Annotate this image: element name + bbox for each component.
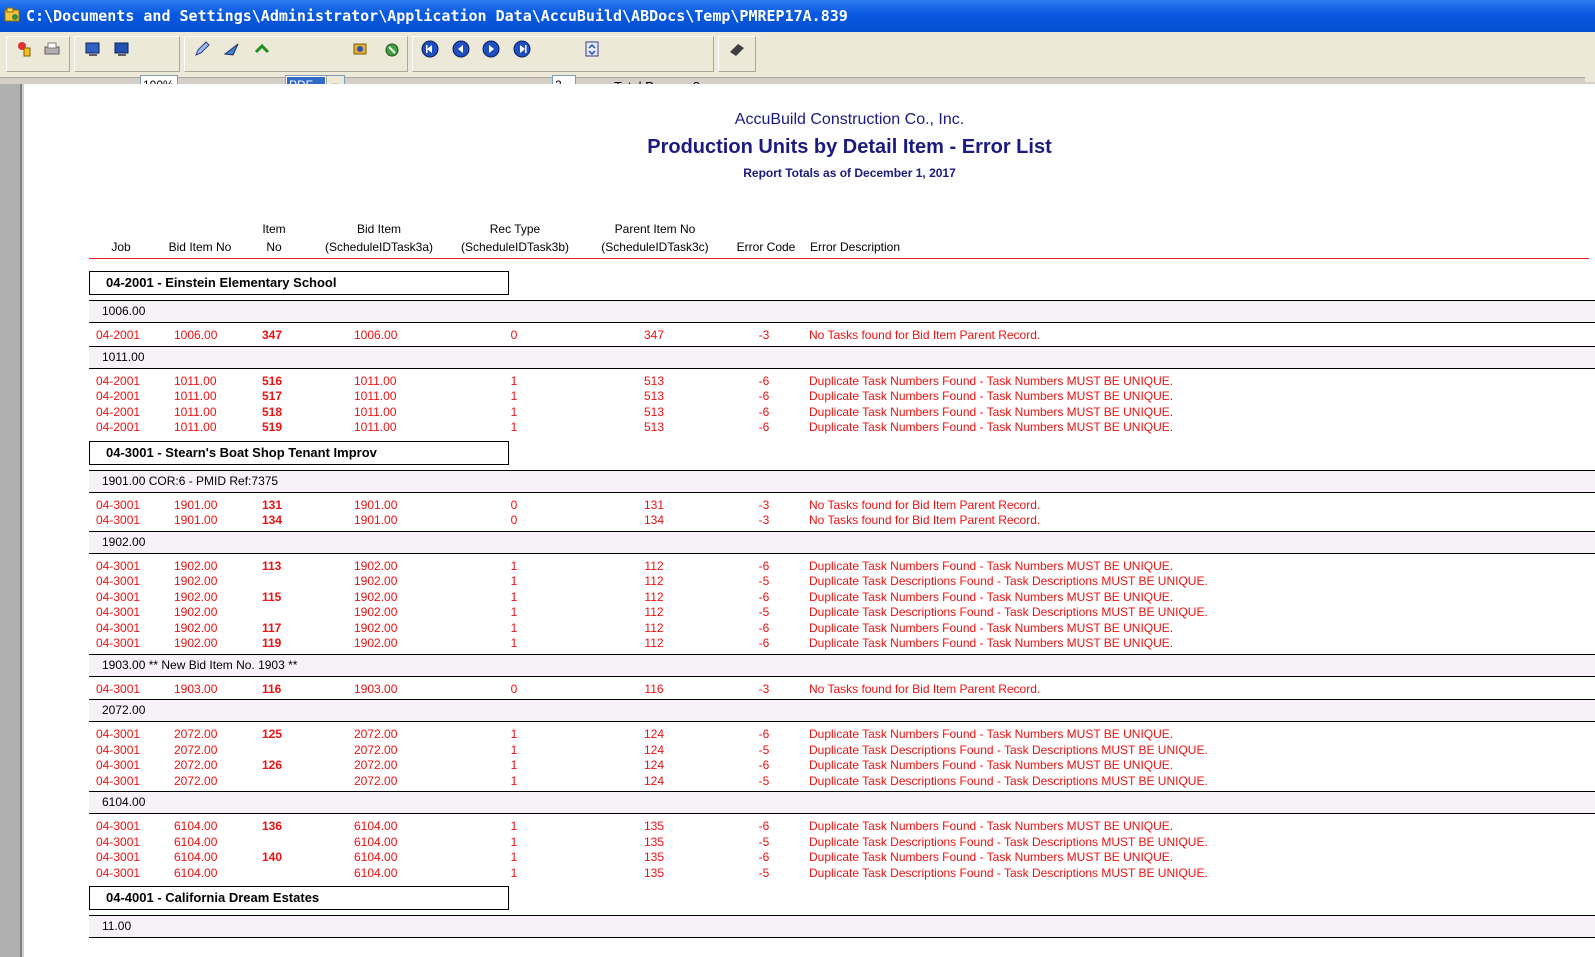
prev-page-icon (452, 40, 470, 58)
pencil-icon (193, 40, 211, 58)
table-row (24, 726, 1595, 742)
row-bid-item: 1011.00 (354, 404, 397, 419)
refresh-button[interactable] (252, 39, 272, 59)
row-parent-item: 513 (643, 373, 665, 388)
row-error-description: No Tasks found for Bid Item Parent Record. (809, 328, 1041, 342)
email-icon (383, 40, 401, 58)
row-job: 04-3001 (96, 513, 141, 527)
row-bid-item: 1902.00 (354, 574, 398, 588)
next-page-icon (482, 40, 500, 58)
job-header: 04-2001 - Einstein Elementary School (89, 271, 509, 295)
row-error-description: No Tasks found for Bid Item Parent Record. (809, 513, 1041, 527)
row-error-description: No Tasks found for Bid Item Parent Record. (809, 497, 1041, 512)
toolbar-group-export (184, 36, 408, 72)
table-row (24, 757, 1595, 773)
row-item-no: 518 (262, 404, 283, 419)
row-rec-type: 1 (510, 620, 518, 635)
row-bid-item: 1902.00 (354, 589, 398, 604)
row-bid-item: 1902.00 (354, 558, 398, 573)
table-row (24, 589, 1595, 605)
row-bid-item: 1006.00 (354, 328, 398, 342)
report-title: Production Units by Detail Item - Error List (647, 136, 1052, 158)
row-bid-item-no: 2072.00 (174, 758, 218, 772)
row-job: 04-3001 (96, 497, 141, 512)
row-rec-type: 1 (510, 758, 518, 772)
row-error-code: -3 (758, 328, 770, 342)
row-parent-item: 513 (643, 420, 665, 434)
row-job: 04-3001 (96, 558, 141, 573)
row-parent-item: 124 (643, 773, 665, 788)
row-job: 04-3001 (96, 773, 141, 788)
row-error-code: -6 (758, 389, 770, 403)
bid-item-group-header: 1902.00 (89, 531, 1595, 554)
row-rec-type: 1 (510, 420, 518, 434)
row-item-no: 113 (262, 558, 282, 573)
print-setup-icon (15, 40, 33, 58)
row-bid-item: 1902.00 (354, 636, 398, 650)
row-job: 04-3001 (96, 727, 141, 741)
row-bid-item-no: 1901.00 (174, 513, 218, 527)
row-error-description: Duplicate Task Numbers Found - Task Numbers MUST BE UNIQUE. (809, 373, 1174, 388)
col-bid-item-no: Bid Item No (168, 240, 232, 254)
row-bid-item-no: 2072.00 (174, 727, 218, 741)
row-error-description: Duplicate Task Descriptions Found - Task Descriptions MUST BE UNIQUE. (809, 742, 1208, 757)
bid-item-group-header: 2072.00 (89, 699, 1595, 722)
row-bid-item: 1901.00 (354, 497, 398, 512)
row-bid-item: 1011.00 (354, 420, 397, 434)
bid-item-group-header: 6104.00 (89, 791, 1595, 814)
row-job: 04-3001 (96, 850, 141, 864)
refresh-icon (253, 40, 271, 58)
row-bid-item-no: 1902.00 (174, 589, 218, 604)
row-error-code: -5 (758, 742, 770, 757)
row-error-code: -6 (758, 636, 770, 650)
row-bid-item-no: 1011.00 (174, 404, 217, 419)
row-rec-type: 1 (510, 834, 518, 849)
row-job: 04-3001 (96, 758, 141, 772)
row-bid-item: 2072.00 (354, 742, 398, 757)
bid-item-group-header: 1006.00 (89, 300, 1595, 323)
bid-item-group-header: 1903.00 ** New Bid Item No. 1903 ** (89, 654, 1595, 677)
row-error-description: No Tasks found for Bid Item Parent Record. (809, 681, 1041, 696)
export-button[interactable] (83, 39, 103, 59)
row-job: 04-3001 (96, 605, 141, 619)
row-parent-item: 134 (643, 513, 665, 527)
row-error-code: -6 (758, 420, 770, 434)
row-error-code: -3 (758, 681, 770, 696)
row-job: 04-3001 (96, 620, 141, 635)
row-job: 04-3001 (96, 865, 141, 880)
row-error-description: Duplicate Task Numbers Found - Task Numbers MUST BE UNIQUE. (809, 620, 1174, 635)
row-rec-type: 1 (510, 742, 518, 757)
row-error-code: -5 (758, 605, 770, 619)
table-row (24, 849, 1595, 865)
exit-button[interactable] (727, 39, 747, 59)
report-page (24, 84, 1595, 957)
row-parent-item: 112 (644, 589, 664, 604)
table-row (24, 512, 1595, 528)
row-rec-type: 1 (510, 727, 518, 741)
row-parent-item: 112 (644, 574, 664, 588)
row-rec-type: 1 (510, 404, 518, 419)
table-row (24, 742, 1595, 758)
header-divider (89, 258, 1589, 259)
row-bid-item-no: 6104.00 (174, 819, 218, 833)
edit-button[interactable] (192, 39, 212, 59)
table-row (24, 558, 1595, 574)
row-error-description: Duplicate Task Descriptions Found - Task Descriptions MUST BE UNIQUE. (809, 834, 1208, 849)
row-parent-item: 124 (643, 727, 665, 741)
row-bid-item-no: 1011.00 (174, 389, 217, 403)
row-rec-type: 0 (510, 513, 518, 527)
table-row (24, 604, 1595, 620)
row-error-description: Duplicate Task Numbers Found - Task Numbers MUST BE UNIQUE. (809, 819, 1174, 833)
row-rec-type: 0 (510, 681, 518, 696)
row-error-description: Duplicate Task Descriptions Found - Task Descriptions MUST BE UNIQUE. (809, 605, 1208, 619)
row-bid-item: 1011.00 (354, 373, 397, 388)
col-error-description: Error Description (810, 240, 901, 254)
table-row (24, 573, 1595, 589)
row-rec-type: 1 (510, 574, 518, 588)
row-rec-type: 0 (510, 497, 518, 512)
row-parent-item: 135 (643, 834, 665, 849)
table-row (24, 327, 1595, 343)
row-item-no: 519 (262, 420, 283, 434)
table-row (24, 497, 1595, 513)
col-bid-item-line1: Bid Item (356, 222, 401, 236)
toolbar (0, 32, 1595, 78)
row-rec-type: 1 (510, 865, 518, 880)
row-item-no: 125 (262, 727, 283, 741)
row-error-description: Duplicate Task Descriptions Found - Task Descriptions MUST BE UNIQUE. (809, 865, 1208, 880)
table-row (24, 865, 1595, 881)
row-error-code: -6 (758, 589, 770, 604)
table-row (24, 773, 1595, 789)
row-parent-item: 513 (643, 404, 665, 419)
col-job: Job (111, 240, 131, 254)
row-rec-type: 1 (510, 589, 518, 604)
col-item-no-line2: No (266, 240, 282, 254)
row-bid-item: 6104.00 (354, 819, 398, 833)
print-button[interactable] (42, 39, 62, 59)
row-bid-item: 2072.00 (354, 773, 398, 788)
save-icon (113, 40, 131, 58)
row-item-no: 140 (262, 850, 283, 864)
row-error-description: Duplicate Task Descriptions Found - Task Descriptions MUST BE UNIQUE. (809, 773, 1208, 788)
row-bid-item-no: 6104.00 (174, 834, 218, 849)
row-error-description: Duplicate Task Numbers Found - Task Numbers MUST BE UNIQUE. (809, 850, 1174, 864)
row-job: 04-3001 (96, 574, 141, 588)
window-title: C:\Documents and Settings\Administrator\Application Data\AccuBuild\ABDocs\Temp\PMREP17A.839 (26, 7, 848, 25)
bid-item-group-header: 1901.00 COR:6 - PMID Ref:7375 (89, 470, 1595, 493)
send-icon (223, 40, 241, 58)
first-page-icon (421, 40, 439, 58)
row-bid-item: 1011.00 (354, 389, 397, 403)
table-row (24, 388, 1595, 404)
row-error-code: -5 (758, 834, 770, 849)
print-setup-button[interactable] (14, 39, 34, 59)
row-parent-item: 135 (643, 850, 665, 864)
bid-item-group-header: 1011.00 (89, 346, 1595, 369)
row-bid-item: 1902.00 (354, 620, 398, 635)
exit-icon (728, 40, 746, 58)
row-parent-item: 135 (643, 819, 665, 833)
row-error-code: -6 (758, 373, 770, 388)
col-rec-type-line2: (ScheduleIDTask3b) (460, 240, 570, 254)
row-error-code: -3 (758, 513, 770, 527)
row-error-description: Duplicate Task Numbers Found - Task Numbers MUST BE UNIQUE. (809, 420, 1174, 434)
app-icon (4, 7, 20, 23)
row-item-no: 347 (262, 328, 283, 342)
row-parent-item: 112 (644, 620, 664, 635)
export-run-button[interactable] (350, 39, 370, 59)
send-button[interactable] (222, 39, 242, 59)
table-row (24, 419, 1595, 435)
print-icon (43, 40, 61, 58)
row-bid-item: 6104.00 (354, 834, 398, 849)
row-error-description: Duplicate Task Numbers Found - Task Numbers MUST BE UNIQUE. (809, 404, 1174, 419)
row-error-code: -6 (758, 850, 770, 864)
table-row (24, 818, 1595, 834)
row-item-no: 136 (262, 819, 283, 833)
job-header: 04-4001 - California Dream Estates (89, 886, 509, 910)
row-error-code: -6 (758, 620, 770, 635)
row-bid-item-no: 1011.00 (174, 373, 217, 388)
row-job: 04-3001 (96, 636, 141, 650)
row-job: 04-3001 (96, 589, 141, 604)
row-item-no: 119 (262, 636, 282, 650)
row-job: 04-3001 (96, 834, 141, 849)
next-page-button[interactable] (481, 39, 501, 59)
row-error-code: -5 (758, 773, 770, 788)
row-bid-item-no: 1902.00 (174, 620, 218, 635)
col-parent-item-line1: Parent Item No (614, 222, 696, 236)
row-job: 04-2001 (96, 420, 141, 434)
row-bid-item: 2072.00 (354, 727, 398, 741)
row-item-no: 115 (262, 589, 282, 604)
row-error-code: -3 (758, 497, 770, 512)
report-subtitle: Report Totals as of December 1, 2017 (743, 166, 956, 180)
row-bid-item-no: 1011.00 (174, 420, 217, 434)
row-parent-item: 131 (643, 497, 665, 512)
row-bid-item-no: 1903.00 (174, 681, 218, 696)
row-error-code: -6 (758, 758, 770, 772)
row-error-description: Duplicate Task Numbers Found - Task Numbers MUST BE UNIQUE. (809, 636, 1174, 650)
row-item-no: 116 (262, 681, 282, 696)
row-bid-item-no: 6104.00 (174, 850, 218, 864)
row-bid-item-no: 1902.00 (174, 558, 218, 573)
row-job: 04-2001 (96, 389, 141, 403)
row-error-description: Duplicate Task Descriptions Found - Task Descriptions MUST BE UNIQUE. (809, 574, 1208, 588)
row-bid-item-no: 1902.00 (174, 605, 218, 619)
row-rec-type: 1 (510, 389, 518, 403)
row-item-no: 131 (262, 497, 283, 512)
toolbar-edge (1585, 32, 1595, 82)
row-job: 04-3001 (96, 819, 141, 833)
row-parent-item: 112 (644, 605, 664, 619)
table-row (24, 404, 1595, 420)
row-parent-item: 112 (644, 636, 664, 650)
row-job: 04-2001 (96, 404, 141, 419)
row-error-code: -5 (758, 865, 770, 880)
row-rec-type: 1 (510, 819, 518, 833)
row-bid-item: 6104.00 (354, 865, 398, 880)
row-rec-type: 1 (510, 605, 518, 619)
prev-page-button[interactable] (451, 39, 471, 59)
row-bid-item: 1902.00 (354, 605, 398, 619)
row-error-code: -6 (758, 727, 770, 741)
row-rec-type: 0 (510, 328, 518, 342)
row-error-description: Duplicate Task Numbers Found - Task Numbers MUST BE UNIQUE. (809, 758, 1174, 772)
col-rec-type-line1: Rec Type (489, 222, 541, 236)
row-parent-item: 513 (643, 389, 665, 403)
col-item-no-line1: Item (262, 222, 286, 236)
row-item-no: 517 (262, 389, 283, 403)
row-item-no: 134 (262, 513, 283, 527)
row-bid-item-no: 1902.00 (174, 636, 218, 650)
left-gutter (0, 84, 22, 957)
table-row (24, 681, 1595, 697)
row-item-no: 516 (262, 373, 283, 388)
row-error-description: Duplicate Task Numbers Found - Task Numbers MUST BE UNIQUE. (809, 589, 1174, 604)
row-parent-item: 116 (644, 681, 664, 696)
row-bid-item-no: 1902.00 (174, 574, 218, 588)
table-row (24, 620, 1595, 636)
save-button[interactable] (112, 39, 132, 59)
row-parent-item: 124 (643, 758, 665, 772)
row-error-code: -6 (758, 819, 770, 833)
row-item-no: 126 (262, 758, 283, 772)
row-rec-type: 1 (510, 558, 518, 573)
row-error-code: -6 (758, 404, 770, 419)
row-job: 04-2001 (96, 373, 141, 388)
last-page-icon (513, 40, 531, 58)
first-page-button[interactable] (420, 39, 440, 59)
row-item-no: 117 (262, 620, 282, 635)
row-bid-item: 6104.00 (354, 850, 398, 864)
table-row (24, 373, 1595, 389)
table-row (24, 834, 1595, 850)
row-rec-type: 1 (510, 850, 518, 864)
row-error-description: Duplicate Task Numbers Found - Task Numbers MUST BE UNIQUE. (809, 389, 1174, 403)
row-error-description: Duplicate Task Numbers Found - Task Numbers MUST BE UNIQUE. (809, 727, 1174, 741)
row-bid-item-no: 2072.00 (174, 773, 218, 788)
last-page-button[interactable] (512, 39, 532, 59)
col-parent-item-line2: (ScheduleIDTask3c) (601, 240, 709, 254)
bid-item-group-header: 11.00 (89, 915, 1595, 938)
row-bid-item: 1901.00 (354, 513, 398, 527)
row-parent-item: 135 (643, 865, 665, 880)
row-parent-item: 347 (643, 328, 665, 342)
window-title-bar[interactable] (0, 0, 1595, 32)
export-icon (84, 40, 102, 58)
goto-page-icon (583, 40, 601, 58)
row-parent-item: 124 (643, 742, 665, 757)
row-bid-item-no: 1006.00 (174, 328, 218, 342)
col-bid-item-line2: (ScheduleIDTask3a) (324, 240, 434, 254)
col-error-code: Error Code (736, 240, 796, 254)
row-rec-type: 1 (510, 773, 518, 788)
row-bid-item: 2072.00 (354, 758, 398, 772)
row-error-description: Duplicate Task Numbers Found - Task Numbers MUST BE UNIQUE. (809, 558, 1174, 573)
row-job: 04-3001 (96, 681, 141, 696)
row-error-code: -5 (758, 574, 770, 588)
row-parent-item: 112 (644, 558, 664, 573)
row-bid-item: 1903.00 (354, 681, 398, 696)
table-row (24, 635, 1595, 651)
row-bid-item-no: 6104.00 (174, 865, 218, 880)
row-bid-item-no: 2072.00 (174, 742, 218, 757)
email-button[interactable] (382, 39, 402, 59)
company-name: AccuBuild Construction Co., Inc. (734, 111, 965, 128)
export-run-icon (351, 40, 369, 58)
row-rec-type: 1 (510, 636, 518, 650)
row-job: 04-2001 (96, 328, 141, 342)
row-job: 04-3001 (96, 742, 141, 757)
goto-page-button[interactable] (582, 39, 602, 59)
row-error-code: -6 (758, 558, 770, 573)
job-header: 04-3001 - Stearn's Boat Shop Tenant Improv (89, 441, 509, 465)
row-rec-type: 1 (510, 373, 518, 388)
row-bid-item-no: 1901.00 (174, 497, 218, 512)
